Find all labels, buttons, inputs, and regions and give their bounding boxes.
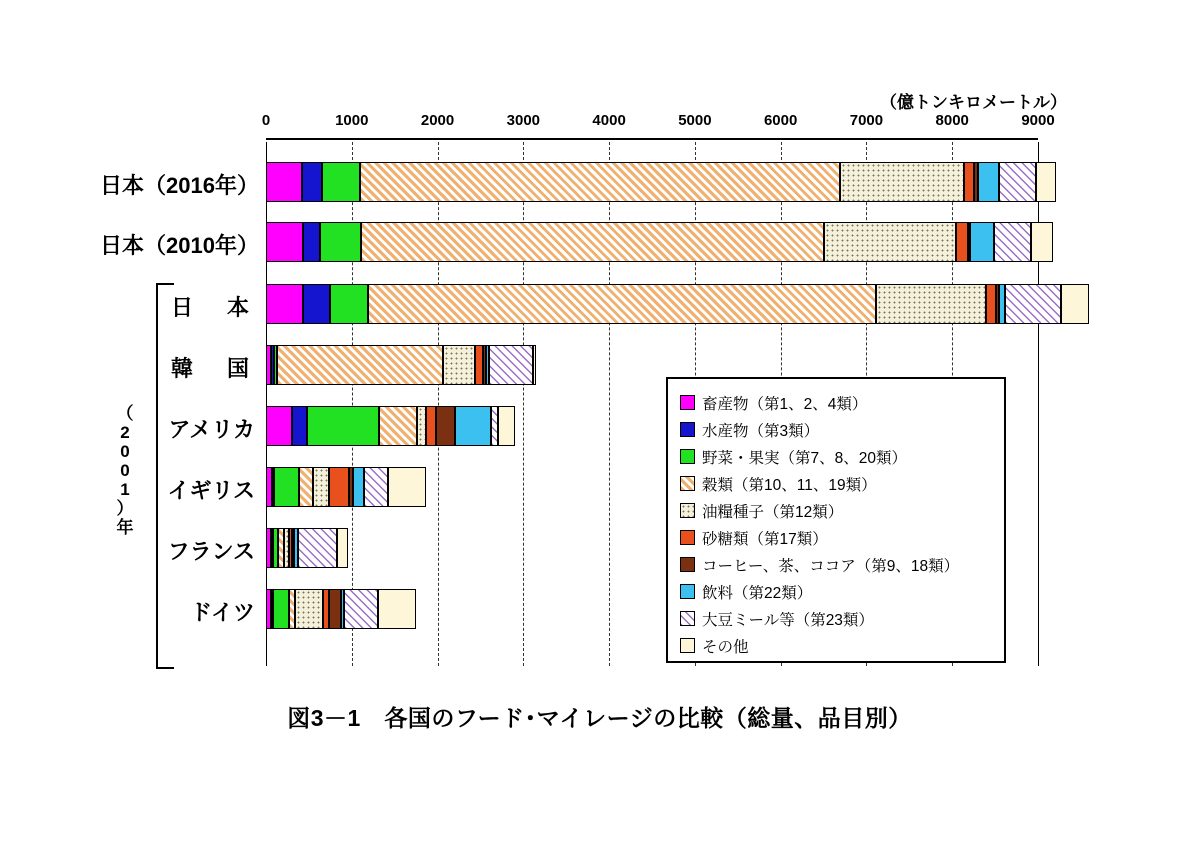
x-tick-label: 7000	[849, 112, 884, 129]
bar-segment	[361, 222, 824, 262]
x-tick-label: 2000	[420, 112, 455, 129]
legend-swatch	[680, 422, 695, 437]
x-tick-label: 8000	[935, 112, 969, 129]
group-bracket-char: 年	[116, 518, 134, 537]
bar-segment	[824, 222, 955, 262]
x-axis-line	[266, 138, 1038, 140]
bar-segment	[303, 284, 330, 324]
bar-segment	[455, 406, 491, 446]
bar-segment	[322, 162, 361, 202]
group-bracket-char: 0	[120, 461, 130, 480]
category-label: 日本（2016年）	[100, 173, 259, 198]
x-tick-label: 5000	[678, 112, 712, 129]
group-bracket-char: ）	[116, 499, 134, 518]
legend-item	[680, 578, 1004, 605]
bar-segment	[1061, 284, 1089, 324]
bar-segment	[533, 345, 536, 385]
legend-swatch	[680, 611, 695, 626]
bar-segment	[299, 467, 314, 507]
legend-item	[680, 470, 1004, 497]
x-tick-label: 3000	[506, 112, 541, 129]
bar-segment	[1031, 222, 1052, 262]
x-tick-label: 4000	[592, 112, 626, 129]
bar-segment	[1036, 162, 1056, 202]
legend-label: その他	[702, 638, 749, 656]
legend-label: 野菜・果実（第7、8、20類）	[702, 449, 907, 467]
legend-item	[680, 416, 1004, 443]
x-tick-label: 0	[261, 112, 271, 129]
legend-swatch	[680, 530, 695, 545]
legend-label: 油糧種子（第12類）	[702, 503, 844, 521]
category-label: 日本（2010年）	[100, 233, 259, 258]
bar-segment	[970, 222, 994, 262]
bar-segment	[266, 406, 292, 446]
x-tick-label: 6000	[763, 112, 798, 129]
bar-segment	[337, 528, 348, 568]
legend-swatch	[680, 638, 695, 653]
legend-swatch	[680, 449, 695, 464]
bar-segment	[368, 284, 876, 324]
gridline	[523, 142, 524, 666]
group-bracket-char: 0	[120, 442, 130, 461]
bar-segment	[266, 222, 303, 262]
legend-swatch	[680, 584, 695, 599]
bar-segment	[436, 406, 455, 446]
group-bracket	[156, 283, 174, 669]
category-label: 日 本	[170, 295, 255, 320]
category-label: ドイツ	[190, 600, 255, 625]
bar-segment	[353, 467, 364, 507]
legend-item	[680, 632, 1004, 659]
bar-segment	[1005, 284, 1062, 324]
x-tick-label: 9000	[1021, 112, 1055, 129]
bar-segment	[364, 467, 388, 507]
bar-segment	[277, 345, 443, 385]
gridline	[1038, 142, 1039, 666]
bar-segment	[491, 406, 499, 446]
category-label: フランス	[167, 539, 255, 564]
group-bracket-char: 2	[120, 423, 130, 442]
bar-segment	[330, 284, 368, 324]
bar-segment	[298, 528, 337, 568]
bar-segment	[999, 162, 1036, 202]
bar-segment	[378, 589, 416, 629]
bar-segment	[274, 467, 299, 507]
bar-segment	[956, 222, 968, 262]
x-tick-label: 1000	[335, 112, 369, 129]
bar-segment	[426, 406, 435, 446]
bar-segment	[417, 406, 426, 446]
legend-item	[680, 389, 1004, 416]
bar-segment	[489, 345, 533, 385]
bar-segment	[475, 345, 483, 385]
gridline	[266, 142, 267, 666]
legend-label: 穀類（第10、11、19類）	[702, 476, 877, 494]
gridline	[438, 142, 439, 666]
bar-segment	[302, 162, 322, 202]
group-bracket-char: （	[116, 404, 134, 423]
bar-segment	[329, 589, 342, 629]
legend-label: 砂糖類（第17類）	[702, 530, 828, 548]
category-label: 韓 国	[170, 356, 255, 381]
axis-unit-label: （億トンキロメートル）	[880, 93, 1067, 112]
category-label: アメリカ	[168, 417, 255, 442]
legend-label: 畜産物（第1、2、4類）	[702, 395, 868, 413]
legend-item	[680, 497, 1004, 524]
bar-segment	[379, 406, 417, 446]
bar-segment	[498, 406, 514, 446]
bar-segment	[964, 162, 973, 202]
bar-segment	[329, 467, 349, 507]
legend-item	[680, 605, 1004, 632]
bar-segment	[360, 162, 839, 202]
legend-label: 水産物（第3類）	[702, 422, 820, 440]
gridline	[609, 142, 610, 666]
legend-item	[680, 551, 1004, 578]
legend-label: コーヒー、茶、ココア（第9、18類）	[702, 557, 960, 575]
legend-label: 飲料（第22類）	[702, 584, 813, 602]
bar-segment	[266, 162, 302, 202]
legend-label: 大豆ミール等（第23類）	[702, 611, 874, 629]
bar-segment	[840, 162, 964, 202]
bar-segment	[994, 222, 1031, 262]
legend-item	[680, 443, 1004, 470]
bar-segment	[273, 589, 289, 629]
group-bracket-label	[110, 404, 140, 537]
gridline	[352, 142, 353, 666]
category-label: イギリス	[167, 478, 255, 503]
bar-segment	[978, 162, 999, 202]
bar-segment	[876, 284, 986, 324]
group-bracket-char: 1	[120, 480, 130, 499]
legend-swatch	[680, 557, 695, 572]
legend-item	[680, 524, 1004, 551]
bar-segment	[443, 345, 476, 385]
figure-caption: 図3－1 各国のフード･マイレージの比較（総量、品目別）	[287, 705, 912, 731]
bar-segment	[388, 467, 427, 507]
legend-swatch	[680, 476, 695, 491]
bar-segment	[344, 589, 378, 629]
bar-segment	[986, 284, 996, 324]
bar-segment	[292, 406, 307, 446]
bar-segment	[295, 589, 323, 629]
legend-swatch	[680, 395, 695, 410]
bar-segment	[303, 222, 320, 262]
bar-segment	[307, 406, 379, 446]
legend	[666, 377, 1006, 663]
bar-segment	[266, 284, 303, 324]
bar-segment	[320, 222, 361, 262]
bar-segment	[313, 467, 329, 507]
legend-swatch	[680, 503, 695, 518]
